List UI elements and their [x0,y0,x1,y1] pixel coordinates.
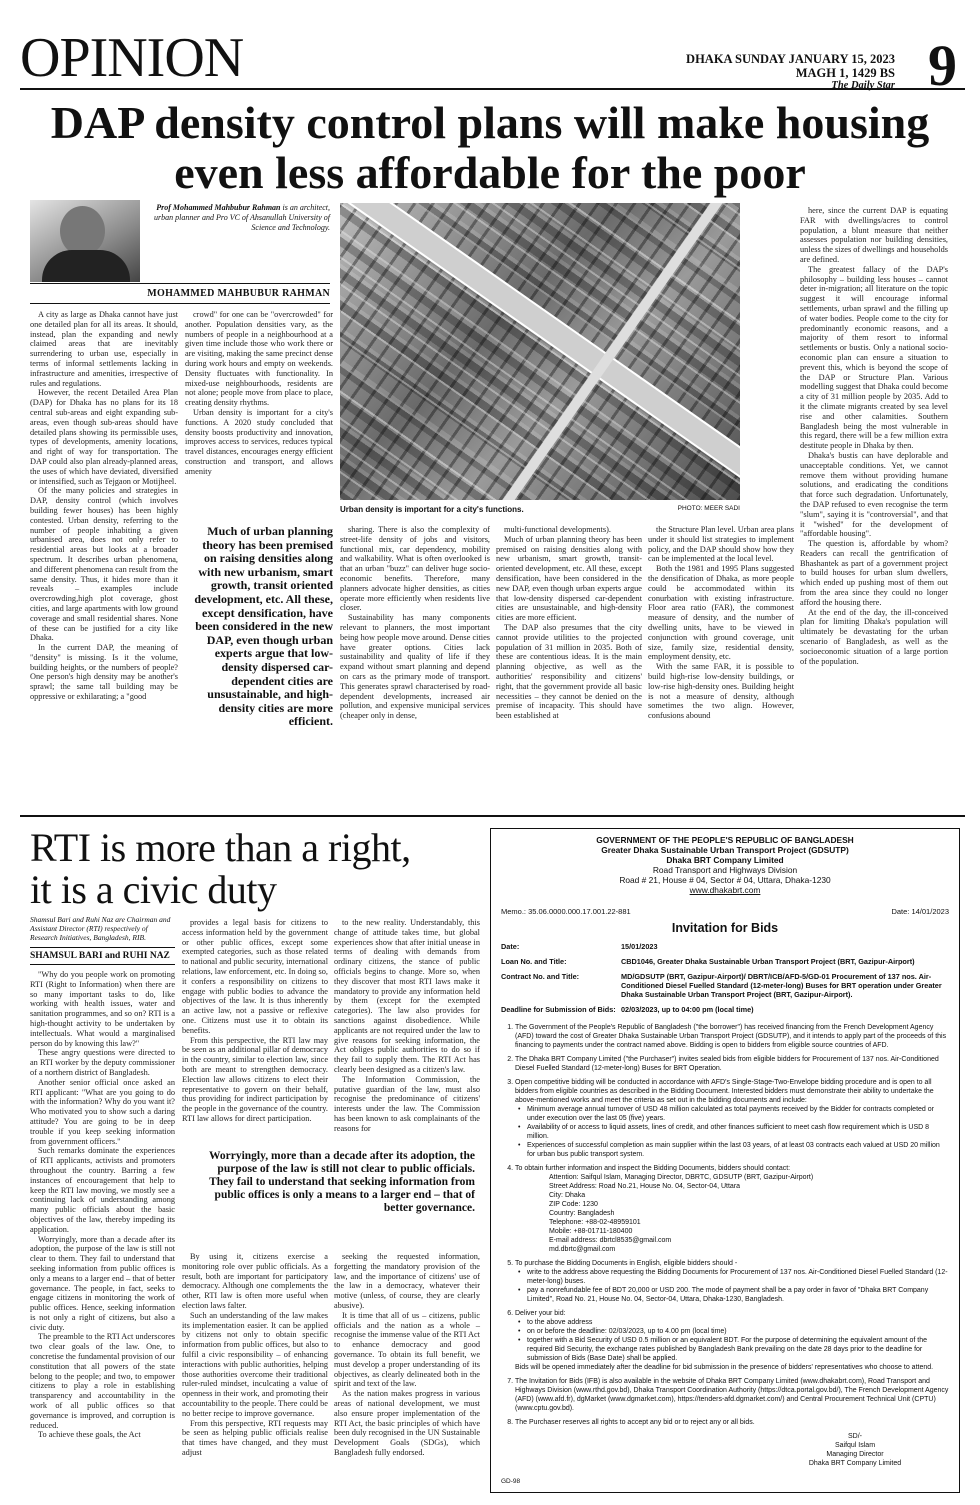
ad-criteria [515,1105,949,1159]
headline-line-1: DAP density control plans will make housing [50,97,930,148]
paragraph: "Why do you people work on promoting RTI (Right to Information) when there are so many important tasks to do, like working with health issues, water and sanitation programmes, and so on? RTI is a high-thought activity to be undertaken by intellectuals. What would a marginalised person do by knowing this law?" [30,970,175,1048]
ad-item-4 [515,1164,949,1254]
ad-item-1: 1. The Government of the People's Republic of Bangladesh ("the borrower") has received financing from the French Development Agency (AFD) toward the cost of Greater Dhaka Sustainable Urban Transport Project (GDSUTP), and it intends to apply part of the proceeds of this financing to payments under the contract named above. Bidding is open to bidders from eligible source countries of AFD. [515,1023,949,1050]
paragraph: The Information Commission, the putative guardian of the law, must also recognise the predominance of citizens' interests under the law. The Commission has been known to ask complainants of the reasons for [334,1074,480,1133]
ad-detail-key: Contract No. and Title: [501,972,580,981]
author-bio-text: is an architect, urban planner and Pro VC of Ahsanullah University of Science and Technology. [154,203,330,232]
page-number: 9 [928,33,957,98]
paragraph: Both the 1981 and 1995 Plans suggested the densification of Dhaka, as more people could be accommodated within its conurbation with existing infrastructure. Floor area ratio (FAR), the commonest measure of density, and the number of dwelling units, have to be viewed in conjunction with ground coverage, unit size, family size, residential density, employment density, etc. [648,564,794,662]
ad-item-3 [515,1078,949,1159]
article2-col-2a [182,918,328,1124]
ad-opening: Bids will be opened immediately after the deadline for bid submission in the presence of bidders' representatives who choose to attend. [515,1364,934,1371]
author-photo [30,200,140,282]
article2-byline: SHAMSUL BARI and RUHI NAZ [30,947,175,965]
ad-details-table [501,939,949,1017]
ad-website-link[interactable]: www.dhakabrt.com [689,885,761,895]
paragraph: here, since the current DAP is equating FAR with dwellings/acres to control population, a blunt measure that neither assesses population nor building densities, unless the sizes of dwellings and households are defined. [800,206,948,264]
paragraph: Such an understanding of the law makes its implementation easier. It can be applied by citizens not only to obtain specific information from public offices, but also to fulfil a civic responsibility – of enhancing interactions with public authorities, helping those authorities overcome their traditional ruler-ruled mindset, inculcating a value of openness in their work, and promoting their accountability to the people. There could be no better recipe to improve governance. [182,1310,328,1418]
article2-pull-quote: Worryingly, more than a decade after its adoption, the purpose of the law is still not clear to public officials. They fail to understand that seeking information from public offices is only a means to a larger end – that of better governance. [209,1150,475,1214]
paragraph: The question is, affordable by whom? Readers can recall the gentrification of Bhashantek as part of a government project to build houses for urban slum dwellers, which ended up pushing most of them out from the area since they could no longer afford the housing there. [800,539,948,607]
photo-credit: PHOTO: MEER SADI [677,505,740,512]
paragraph: provides a legal basis for citizens to access information held by the government or other public offices, except some exempted categories, such as those related to national and public security, international relations, law enforcement, etc. In doing so, it confers a responsibility on citizens to engage with public bodies to advance the objectives of the law. It is thus inherently an active law, not a passive or reflexive one. Citizens must use it to obtain its benefits. [182,918,328,1035]
paragraph: multi-functional developments). [504,525,611,534]
paragraph: A city as large as Dhaka cannot have just one detailed plan for all its areas. It should, instead, plan the expanding and newly claimed areas that are inevitably surrendering to urban use, especially in terms of informal settlements lacking in infrastructure and amenities, irrespective of rules and regulations. [30,310,178,388]
contact-line: md.dbrtc@gmail.com [549,1246,616,1253]
photo-caption-bar [340,505,740,514]
ad-item-6-text: 6. Deliver your bid: [515,1310,566,1317]
ad-memo: Memo.: 35.06.0000.000.17.001.22-881 [501,907,631,916]
paragraph: Another senior official once asked an RTI applicant: "What are you going to do with the information? Why do you want it? Who motivated you to show such a daring attitude? You are going to be in deep trouble if you keep seeking information from government officers." [30,1077,175,1146]
paragraph: As the nation makes progress in various areas of national development, we must also ensure proper implementation of the RTI Act, the basic principles of which have been duly recognised in the UN Sustainable Development Goals (SDGs), which Bangladesh fully endorsed. [334,1389,480,1457]
ad-items [501,1023,949,1427]
paragraph: By using it, citizens exercise a monitoring role over public officials. As a result, both are important for participatory democracy. Although one complements the other, RTI law is often more useful when election laws falter. [182,1252,328,1310]
bullet-item: • Minimum average annual turnover of USD 48 million calculated as total payments received by the Bidder for contracts completed or under execution over the last 05 (five) years. [515,1105,949,1123]
article1-pull-quote: Much of urban planning theory has been premised on raising densities along with new urbanism, smart growth, transit oriented development, etc. All these, except densification, have been considered in the new DAP, even though urban experts argue that low-density dispersed car-dependent cities are unsustainable, and high-density cities are more efficient. [194,524,333,729]
ad-address: Road # 21, House # 04, Sector # 04, Uttara, Dhaka-1230 [619,875,831,885]
paragraph: Worryingly, more than a decade after its adoption, the purpose of the law is still not clear to them. They fail to understand that seeking information from public offices is only a means to a larger end – that of better governance. The people, in fact, seeks to engage citizens in monitoring the work of public offices. Hence, seeking information is not only a right of citizens, but also a civic duty. [30,1234,175,1332]
ad-item-2: 2. The Dhaka BRT Company Limited ("the Purchaser") invites sealed bids from eligible bidders for Procurement of 137 nos. Air-Conditioned Diesel Fuelled Standard (12-meter-long) Buses for BRT Operation. [515,1055,949,1073]
ad-sig-title: Managing Director [826,1451,884,1458]
article1-col-4 [496,525,642,721]
article1-col-2 [185,310,333,477]
ad-item-7: 7. The Invitation for Bids (IFB) is also available in the website of Dhaka BRT Company Limited (www.dhakabrt.com), Road Transport and Highways Division (www.rthd.gov.bd), Dhaka Transport Coordination Authority (https://dtca.portal.gov.bd/), The French Development Agency (AFD) (www.afd.fr), dgMarket (www.dgmarket.com), https://tenders-afd.dgmarket.com/) and Central Procurement Technical Unit (CPTU) (www.cptu.gov.bd). [515,1377,949,1413]
paragraph: From this perspective, RTI requests may be seen as helping public officials realise that times have changed, and they must adjust [182,1418,328,1457]
ad-item-4-text: 4. To obtain further information and inspect the Bidding Documents, bidders should contact: [515,1165,791,1172]
bullet-item: • on or before the deadline: 02/03/2023, up to 4.00 pm (local time) [515,1327,949,1336]
paragraph: In the current DAP, the meaning of "density" is missing. Is it the volume, building heights, or the numbers of people? One person's high density may be another's sprawl; the same tall building may be oppressive or exhilarating; a "good [30,643,178,702]
article2-col-3b [334,1252,480,1458]
paragraph: Sustainability has many components relevant to planners, the most important being how people move around. Dense cities have greater options. Cities lack sustainability and quality of life if they expand without smart planning and depend on cars as the primary mode of transport. This generates sprawl characterised by road-dependent developments, increased air pollution, and expensive municipal services (cheaper only in dense, [340,613,490,721]
ad-item-5-text: 5. To purchase the Bidding Documents in English, eligible bidders should - [515,1260,738,1267]
article2-col-3a [334,918,480,1134]
paragraph: These angry questions were directed to an RTI worker by the deputy commissioner of a northern district of Bangladesh. [30,1048,175,1077]
bangla-date: MAGH 1, 1429 BS [795,66,895,80]
bullet-item: • pay a nonrefundable fee of BDT 20,000 or USD 200. The mode of payment shall be a pay order in favor of "Dhaka BRT Company Limited", Road No. 21, House No. 04, Sector-04, Uttara, Dhaka-1230, Bangladesh. [515,1286,949,1304]
headline2-line-1: RTI is more than a right, [30,825,411,870]
ad-detail-value: 15/01/2023 [621,942,658,951]
masthead [20,20,965,98]
ad-detail-value: CBD1046, Greater Dhaka Sustainable Urban Transport Project (BRT, Gazipur-Airport) [621,957,915,966]
ad-detail-row [501,969,949,1002]
ad-detail-key: Deadline for Submission of Bids: [501,1005,616,1014]
ad-gov: GOVERNMENT OF THE PEOPLE'S REPUBLIC OF BANGLADESH [596,835,854,845]
author-bio [150,203,330,233]
section-divider [20,815,965,817]
article1-byline: MOHAMMED MAHBUBUR RAHMAN [30,283,330,304]
ad-item-5 [515,1259,949,1304]
article2-col-1 [30,970,175,1440]
paragraph: However, the recent Detailed Area Plan (DAP) for Dhaka has no plans for its 18 central sub-areas and eight expanding sub-areas, even though sub-areas should have detailed plans showing its permissible uses, types of developments, amenity locations, and right of way for transportation. The DAP could also plan already-planned areas, the uses of which have deviated, diversified or intensified, such as Tejgaon or Motijheel. [30,388,178,486]
bullet-item: • write to the address above requesting the Bidding Documents for Procurement of 137 nos. Air-Conditioned Diesel Fuelled Standard (12-meter-long) buses. [515,1268,949,1286]
ad-company: Dhaka BRT Company Limited [666,855,784,865]
ad-contact [515,1173,949,1254]
author-bio-name: Prof Mohammed Mahbubur Rahman [156,203,281,212]
ad-project: Greater Dhaka Sustainable Urban Transport Project (GDSUTP) [601,845,849,855]
article1-col-6 [800,206,948,666]
ad-detail-key: Loan No. and Title: [501,957,567,966]
ad-deliver [515,1318,949,1363]
date: DHAKA SUNDAY JANUARY 15, 2023 [686,52,895,66]
ad-sig-sd: SD/- [848,1433,862,1440]
paragraph: Urban density is important for a city's functions. A 2020 study concluded that density boosts productivity and innovation, improves access to services, reduces typical travel distances, encourages energy efficient construction and transport, and allows amenity [185,407,333,476]
ad-memo-date: Date: 14/01/2023 [891,907,949,916]
headline-line-2: even less affordable for the poor [174,147,806,198]
article2-author-bio: Shamsul Bari and Ruhi Naz are Chairman and Assistant Director (RTI) respectively of Research Initiatives, Bangladesh, RIB. [30,915,171,942]
invitation-for-bids-ad [490,828,960,1493]
paragraph: With the same FAR, it is possible to build high-rise low-density buildings, or low-rise high-density ones. Building height is not a measure of density, although sometimes the two align. However, confusions abound [648,662,794,721]
contact-line: ZIP Code: 1230 [549,1201,598,1208]
ad-purchase [515,1268,949,1304]
article1-col-5 [648,525,794,721]
ad-division: Road Transport and Highways Division [652,865,798,875]
aerial-photo [340,203,740,500]
article2-col-2b [182,1252,328,1458]
contact-line: Street Address: Road No.21, House No. 04, Sector-04, Uttara [549,1183,741,1190]
ad-ref: GD-98 [501,1478,521,1485]
ad-item-6 [515,1309,949,1372]
contact-line: E-mail address: dbrtcl8535@gmail.com [549,1237,672,1244]
paragraph: The preamble to the RTI Act underscores two clear goals of the law. One, to concretise the fundamental provision of our constitution that all powers of the state belong to the people; and two, to empower citizens to play a role in establishing transparency and accountability in the work of all public offices so that governance is improved, and corruption is reduced. [30,1332,175,1430]
article2-headline [30,827,490,911]
contact-line: Country: Bangladesh [549,1210,615,1217]
ad-item-8: 8. The Purchaser reserves all rights to accept any bid or to reject any or all bids. [515,1418,949,1427]
paper-logo: The Daily Star [831,80,895,91]
paragraph: Much of urban planning theory has been premised on raising densities along with new urbanism, smart growth, transit-oriented development, etc. All these, except densification, have been considered in the new DAP, even though urban experts argue that low-density dispersed car-dependent cities are unsustainable, and high-density cities are more efficient. [496,534,642,623]
contact-line: Attention: Saifqul Islam, Managing Director, DBRTC, GDSUTP (BRT, Gazipur-Airport) [549,1174,814,1181]
ad-title: Invitation for Bids [671,921,779,935]
article1-headline [20,98,960,198]
ad-detail-value: 02/03/2023, up to 04:00 pm (local time) [621,1005,754,1014]
bullet-item: • to the above address [515,1318,949,1327]
ad-detail-row [501,954,949,969]
ad-sig-name: Saifqul Islam [834,1442,876,1449]
contact-line: City: Dhaka [549,1192,586,1199]
ad-item-3-text: 3. Open competitive bidding will be conducted in accordance with AFD's Single-Stage-Two-Envelope bidding procedure and is open to all bidders from eligible countries as described in the Bidding Document. Interested bidders must demonstrate their ability to undertake the above-mentioned works and meet the criteria as set out in the bidding documents and include: [515,1079,934,1104]
paragraph: to the new reality. Understandably, this change of attitude takes time, but global experiences show that after initial unease in terms of dealing with demands from ordinary citizens, the stance of public officials begins to change. More so, when they discover that most RTI laws make it mandatory to provide any information held by them (except for the exempted categories). The law also provides for sanctions against disobedience. While applicants are not required under the law to give reasons for seeking information, the Act obliges public authorities to do so if they fail to supply them. The RTI Act has clearly been designed as a citizen's law. [334,918,480,1074]
article1-col-1 [30,310,178,702]
ad-detail-row [501,1002,949,1017]
paragraph: Of the many policies and strategies in DAP, density control (which involves building fewer houses) has been highly contested. Urban density, referring to the number of people inhabiting a given urbanised area, does not only refer to residential areas but looks at a broader spectrum. It describes urban phenomena, and different phenomena can result from the same density. Thus, it hides more than it reveals – examples include overcrowding,high plot coverage, ghost cities, and large apartments with low ground coverage and small residential shares. None of these can be justified for a city like Dhaka. [30,486,178,643]
bullet-item: • Availability of or access to liquid assets, lines of credit, and other finances sufficient to meet cash flow requirement which is USD 8 million. [515,1123,949,1141]
ad-signature [761,1432,949,1468]
dateline [686,52,895,80]
bullet-item: • together with a Bid Security of USD 0.5 million or an equivalent BDT. For the purpose of determining the equivalent amount of the required Bid Security, the exchange rates published by Bangladesh Bank prevailing on the date 28 days prior to the deadline for submission of Bids (Base Date) shall be applied. [515,1336,949,1363]
section-title: OPINION [20,27,244,89]
paragraph: sharing. There is also the complexity of street-life density of jobs and visitors, functional mix, car dependency, mobility and walkability. What is often overlooked is that an urban "buzz" can deliver huge socio-economic benefits. Therefore, many planners advocate higher densities, as cities operate more efficiently when residents live closer. [340,525,490,613]
paragraph: crowd" for one can be "overcrowded" for another. Population densities vary, as the numbers of people in a neighbourhood at a given time include those who work there or are visiting, making the same precinct dense during work hours and empty on weekends. Density fluctuates with functionality. In mixed-use neighbourhoods, residents are not alone; people move from place to place, creating density rhythms. [185,310,333,408]
paragraph: the Structure Plan level. Urban area plans under it should list strategies to implement policy, and the DAP should show how they can be implemented at the local level. [648,525,795,564]
headline2-line-2: it is a civic duty [30,867,277,912]
paragraph: At the end of the day, the ill-conceived plan for limiting Dhaka's population will ultimately be devastating for the urban scenario of Bangladesh, as well as the socioeconomic situation of a large portion of the population. [800,607,948,666]
ad-detail-key: Date: [501,942,520,951]
contact-line: Telephone: +88-02-48959101 [549,1219,641,1226]
paragraph: The DAP also presumes that the city cannot provide utilities to the projected population of 31 million in 2035. Both of these are contentious ideas. It is the main planning objective, as well as the authorities' responsibility and citizens' right, that the government provide all basic necessities – they cannot be denied on the premise of incapacity. This should have been established at [496,622,642,721]
article1-col-3 [340,525,490,721]
ad-memo-row [501,907,949,916]
paragraph: To achieve these goals, the Act [38,1430,141,1440]
paragraph: It is time that all of us – citizens, public officials and the nation as a whole – recognise the immense value of the RTI Act to enhance democracy and good governance. To obtain its full benefit, we must develop a proper understanding of its objectives, as clearly delineated both in the spirit and text of the law. [334,1310,480,1389]
paragraph: The greatest fallacy of the DAP's philosophy – building less houses – cannot deter in-migration; all literature on the topic suggest it will encourage informal settlements, urban sprawl and the filling up of water bodies. People come to the city for predominantly economic reasons, and a majority of them resort to informal settlements or bustis. Only a national socio-economic plan can ensure a situation to prevent this, which is beyond the scope of the DAP or Structure Plan. Various modelling suggest that Dhaka could become a city of 31 million people by 2035. Add to it the climate migrants created by sea level rise and other calamities. Southern Bangladesh being the most vulnerable in this regard, there will be a few million extra destitute people in Dhaka by then. [800,264,948,451]
paragraph: From this perspective, the RTI law may be seen as an additional pillar of democracy in the country, similar to election law, since both are meant to strengthen democracy. Election law allows citizens to elect their representative to govern on their behalf, thus providing for indirect participation by the people in the governance of the country. RTI law allows for direct participation. [182,1035,328,1123]
ad-sig-company: Dhaka BRT Company Limited [808,1460,902,1467]
ad-detail-row [501,939,949,954]
contact-line: Mobile: +88-01711-180400 [549,1228,633,1235]
photo-caption: Urban density is important for a city's functions. [340,505,524,514]
paragraph: Such remarks dominate the experiences of RTI applicants, activists and promoters throughout the country. Barring a few instances of encouragement that help to keep the RTI law moving, we mostly see a continuing lack of understanding among many public officials about the basic objectives of the law, thereby impeding its application. [30,1146,175,1234]
paragraph: Dhaka's bustis can have deplorable and unacceptable conditions. Yet, we cannot remove them without providing humane solutions, and eradicating the conditions that force such degradation. Unfortunately, the DAP refused to even recognise the term "slum", saying it is "controversial", and that it "wished" for the development of "affordable housing". [800,450,948,539]
bullet-item: • Experiences of successful completion as main supplier within the last 03 years, of at least 03 contracts each valued at USD 20 million for urban bus public transport system. [515,1141,949,1159]
ad-detail-value: MD/GDSUTP (BRT, Gazipur-Airport)/ DBRT/ICB/AFD-5/GD-01 Procurement of 137 nos. Air-Conditioned Diesel Fuelled Standard (12-meter-long) Buses for BRT operation under Greater Dhaka Sustainable Urban Transport Project (BRT, Gazipur-Airport). [621,972,942,999]
paragraph: seeking the requested information, forgetting the mandatory provision of the law, and the importance of citizens' use of the law in a democracy, whatever their motive (unless, of course, they are clearly abusive). [334,1252,480,1310]
